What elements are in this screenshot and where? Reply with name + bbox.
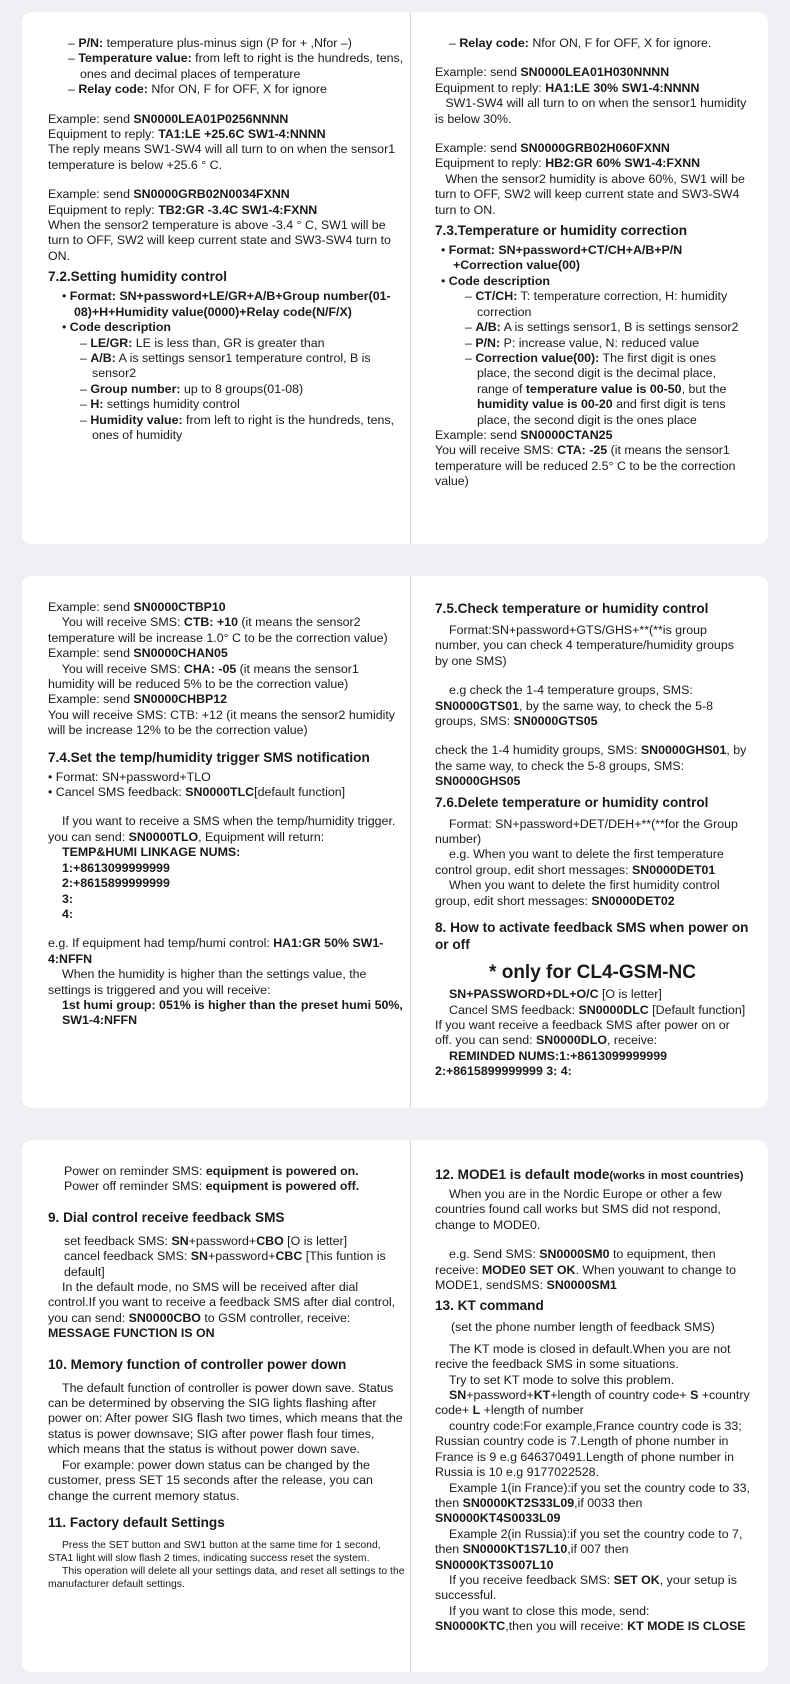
page-card-3 [22,1140,768,1672]
page-card-1 [22,12,768,544]
code-ab-73: – A/B: A is settings sensor1, B is settings sensor2 [465,320,739,335]
format-7-3: • Format: SN+password+CT/CH+A/B+P/N +Correction value(00) [441,243,683,273]
kt-para-1: The KT mode is closed in default.When you are not recive the feedback SMS in some situations. [435,1341,731,1372]
example-h2: Example: send SN0000GRB02H060FXNN Equipment to reply: HB2:GR 60% SW1-4:FXNN When the sensor2 humidity is above 60%, SW1 will be turn to OFF, SW2 will keep current state and SW3-SW4 turn to ON. [435,141,745,217]
dial-para: In the default mode, no SMS will be received after dial control.If you want to receive a feedback SMS after dial control, you can send: SN0000CBO to GSM controller, receive: MESSAGE FUNCTION IS ON [48,1280,396,1341]
check-humi: check the 1-4 humidity groups, SMS: SN0000GHS01, by the same way, to check the 5-8 groups, SMS: SN0000GHS05 [435,743,747,789]
set-feedback: set feedback SMS: SN+password+CBO [O is letter] [64,1233,348,1248]
card3-right-column [410,1140,750,1672]
heading-7-4: 7.4.Set the temp/humidity trigger SMS notification [48,749,370,765]
kt-subtitle: (set the phone number length of feedback SMS) [451,1320,715,1335]
code-h: – H: settings humidity control [80,397,240,412]
heading-11: 11. Factory default Settings [48,1514,225,1530]
dl-nums-2: 2:+8615899999999 3: 4: [435,1064,572,1079]
code-humidity: – Humidity value: from left to right is the hundreds, tens, ones of humidity [80,412,395,442]
cancel-feedback: cancel feedback SMS: SN+password+CBC [This funtion is default] [64,1249,386,1279]
mode-para-1: When you are in the Nordic Europe or other a few countries found call works but SMS did not respond, change to MODE0. [435,1187,722,1232]
dl-nums-1: REMINDED NUMS:1:+8613099999999 [449,1048,667,1063]
kt-example-2: Example 2(in Russia):if you set the country code to 7, then SN0000KT1S7L10,if 007 then SN0000KT3S007L10 [435,1526,743,1572]
example-ctb: Example: send SN0000CTBP10 You will receive SMS: CTB: +10 (it means the sensor2 temperature will be increase 1.0° C to be the correction value) [48,600,388,645]
heading-13: 13. KT command [435,1298,544,1314]
code-ab: – A/B: A is settings sensor1 temperature control, B is sensor2 [80,350,371,381]
example-chb: Example: send SN0000CHBP12 You will receive SMS: CTB: +12 (it means the sensor2 humidity will be increase 12% to be the correction value) [48,692,395,738]
kt-format: SN+password+KT+length of country code+ S +country code+ L +length of number [435,1388,750,1418]
para-humi-trigger: When the humidity is higher than the settings value, the settings is triggered and you will receive: [48,967,367,997]
example-1: Example: send SN0000LEA01P0256NNNN Equipment to reply: TA1:LE +25.6C SW1-4:NNNN The reply means SW1-SW4 will all turn to on when the sensor1 temperature is below +25.6 ° C. [48,111,396,172]
code-desc-7-2: • Code description [62,320,171,335]
relay-code-right: – Relay code: Nfor ON, F for OFF, X for ignore. [449,36,712,50]
delete-humi: When you want to delete the first humidity control group, edit short messages: SN0000DET02 [435,878,720,908]
delete-temp: e.g. When you want to delete the first temperature control group, edit short messages: SN0000DET01 [435,847,724,877]
format-7-5: Format:SN+password+GTS/GHS+**(**is group number, you can check 4 temperature/humidity groups by one SMS) [435,623,734,668]
heading-9: 9. Dial control receive feedback SMS [48,1209,285,1225]
only-for-model: * only for CL4-GSM-NC [489,962,696,984]
heading-7-5: 7.5.Check temperature or humidity control [435,601,709,616]
heading-8: 8. How to activate feedback SMS when power on or off [435,920,749,953]
code-correction: – Correction value(00): The first digit is ones place, the second digit is the decimal place, range of temperature value is 00-50, but the humidity value is 00-20 and first digit is tens place, the second digit is the ones place [465,350,727,427]
card2-left-column [48,576,406,1108]
heading-7-6: 7.6.Delete temperature or humidity control [435,794,709,810]
code-group: – Group number: up to 8 groups(01-08) [80,381,304,396]
kt-para-2: Try to set KT mode to solve this problem. [449,1372,675,1387]
pn-item: – P/N: temperature plus-minus sign (P for + ,Nfor –) [68,36,352,50]
memory-para-2: For example: power down status can be changed by the customer, press SET 15 seconds after the release, you can change the current memory status. [48,1457,373,1503]
linkage-list: TEMP&HUMI LINKAGE NUMS: 1:+8613099999999 2:+8615899999999 3: 4: [62,845,241,921]
memory-para-1: The default function of controller is power down save. Status can be determined by observing the SIG lights flashing after power on: After power SIG flash two times, which means that the status is power downsave; SIG after power flash four times, which means that the status is without power down save. [48,1380,403,1457]
format-7-6: Format: SN+password+DET/DEH+**(**for the Group number) [435,816,738,847]
format-7-2: • Format: SN+password+LE/GR+A/B+Group number(01-08)+H+Humidity value(0000)+Relay code(N/F/X) [62,289,391,319]
factory-para-2: This operation will delete all your settings data, and reset all settings to the manufacturer default settings. [48,1565,405,1590]
dl-format: SN+PASSWORD+DL+O/C [O is letter] [449,987,662,1002]
heading-7-2: 7.2.Setting humidity control [48,269,227,285]
code-pn-73: – P/N: P: increase value, N: reduced value [465,335,700,350]
example-cha: Example: send SN0000CHAN05 You will receive SMS: CHA: -05 (it means the sensor1 humidity will be reduced 5% to be the correction value) [48,646,359,692]
kt-success: If you receive feedback SMS: SET OK, your setup is successful. [435,1572,737,1603]
power-on-reminder: Power on reminder SMS: equipment is powered on. [64,1164,359,1178]
page-card-2 [22,576,768,1108]
format-7-4: • Format: SN+password+TLO [48,769,211,784]
kt-close: If you want to close this mode, send: [449,1603,650,1618]
kt-example-1: Example 1(in France):if you set the country code to 33, then SN0000KT2S33L09,if 0033 then SN0000KT4S0033L09 [435,1480,750,1526]
card2-right-column [410,576,750,1108]
temp-value-item: – Temperature value: from left to right is the hundreds, tens, ones and decimal places of temperature [68,51,404,81]
code-desc-7-3: • Code description [441,273,550,288]
example-correction: Example: send SN0000CTAN25 You will receive SMS: CTA: -25 (it means the sensor1 temperature will be reduced 2.5° C to be the correction value) [435,427,736,489]
factory-para-1: Press the SET button and SW1 button at the same time for 1 second, STA1 light will slow flash 2 times, indicating success reset the system. [48,1539,381,1564]
para-trigger: If you want to receive a SMS when the temp/humidity trigger. you can send: SN0000TLO, Equipment will return: [48,814,396,844]
relay-code-item: – Relay code: Nfor ON, F for OFF, X for ignore [68,82,327,97]
cancel-7-4: • Cancel SMS feedback: SN0000TLC[default function] [48,785,346,800]
heading-12: 12. MODE1 is default mode(works in most countries) [435,1167,744,1182]
mode-para-2: e.g. Send SMS: SN0000SM0 to equipment, then receive: MODE0 SET OK. When youwant to change to MODE1, sendSMS: SN0000SM1 [435,1247,736,1293]
kt-close-cmd: SN0000KTC,then you will receive: KT MODE IS CLOSE [435,1619,746,1634]
code-ctch: – CT/CH: T: temperature correction, H: humidity correction [465,289,728,319]
card3-left-column [48,1140,406,1672]
card1-left-column [48,12,406,544]
humi-sms: 1st humi group: 051% is higher than the preset humi 50%, SW1-4:NFFN [62,997,403,1028]
dl-para: If you want receive a feedback SMS after power on or off. you can send: SN0000DLO, receive: [435,1017,730,1048]
example-2: Example: send SN0000GRB02N0034FXNN Equipment to reply: TB2:GR -3.4C SW1-4:FXNN When the sensor2 temperature is above -3.4 ° C, SW1 will be turn to OFF, SW2 will keep current state and SW3-SW4 turn to ON. [48,187,391,263]
check-temp: e.g check the 1-4 temperature groups, SMS: SN0000GTS01, by the same way, to check the 5-8 groups, SMS: SN0000GTS05 [435,683,714,729]
card1-right-column [410,12,750,544]
example-h1: Example: send SN0000LEA01H030NNNN Equipment to reply: HA1:LE 30% SW1-4:NNNN SW1-SW4 will all turn to on when the sensor1 humidity is below 30%. [435,65,747,126]
heading-10: 10. Memory function of controller power down [48,1356,347,1372]
heading-7-3: 7.3.Temperature or humidity correction [435,223,688,239]
kt-country: country code:For example,France country code is 33; Russian country code is 7.Length of phone number in France is 9 e.g 646370491.Length of phone number in Russia is 10 e.g 9177022528. [435,1418,742,1480]
code-legr: – LE/GR: LE is less than, GR is greater than [80,335,325,350]
dl-cancel: Cancel SMS feedback: SN0000DLC [Default function] [449,1002,746,1017]
power-off-reminder: Power off reminder SMS: equipment is powered off. [64,1179,360,1194]
eg-humi: e.g. If equipment had temp/humi control: HA1:GR 50% SW1-4:NFFN [48,936,384,966]
